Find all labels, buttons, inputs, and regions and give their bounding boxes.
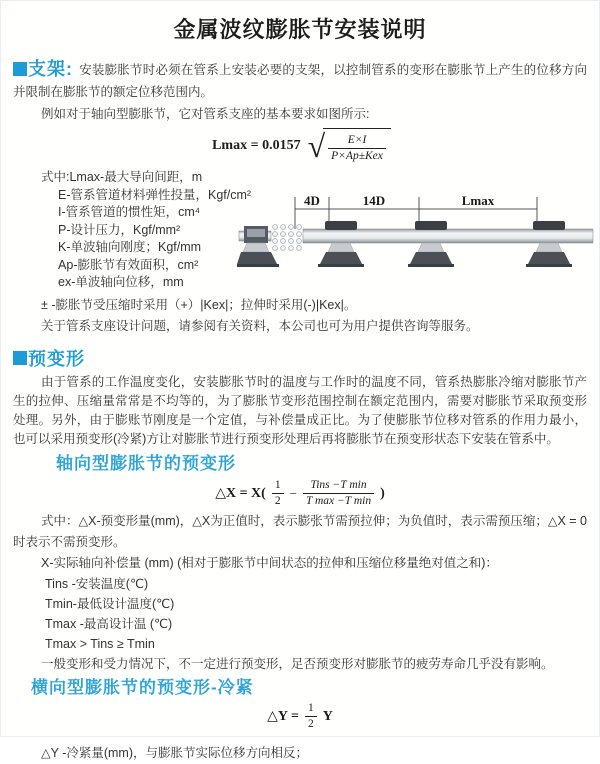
definition-item: P-设计压力，Kgf/mm² (58, 222, 181, 237)
radical-sign-icon: √ (307, 128, 326, 165)
definition-item: K-单波轴向刚度；Kgf/mm (58, 240, 202, 254)
minus-operator: − (289, 485, 297, 501)
formula-lmax (1, 127, 599, 165)
formula-lmax-lhs: Lmax = 0.0157 (212, 138, 301, 153)
dim-label-lmax: Lmax (461, 193, 495, 208)
one-half-fraction (272, 478, 284, 509)
definitions-intro: 式中:Lmax-最大导向间距，m (41, 170, 203, 184)
dx-note3: 一般变形和受力情况下，不一定进行预变形，足否预变形对膨胀节的疲劳寿命几乎没有影响。 (41, 656, 554, 671)
definition-item: ex-单波轴向位移，mm (58, 275, 184, 289)
fraction-denominator: T max −T min (305, 495, 372, 507)
lateral-subheading: 横向型膨胀节的预变形-冷紧 (31, 677, 254, 697)
formula-lmax-numerator: E×I (328, 133, 386, 149)
temp-line: Tins -安装温度(℃) (45, 576, 149, 591)
definition-item: Ap-膨胀节有效面积，cm² (58, 257, 199, 272)
preform-heading-label: 预变形 (28, 348, 85, 369)
temp-line: Tmin-最低设计温度(℃) (45, 596, 175, 611)
formula-dy-prefix: △Y = (267, 709, 299, 724)
formula-lmax-denominator: P×Ap±Kex (331, 150, 383, 162)
fraction-denominator: 2 (307, 718, 314, 730)
sqrt-radical (308, 128, 391, 164)
guide-support (408, 221, 454, 267)
definition-item: E-管系管道材料弹性投量，Kgf/cm² (58, 187, 252, 202)
fraction-numerator: Tins −T min (303, 478, 374, 494)
definition-item: I-管系管道的惯性矩，cm⁴ (58, 205, 201, 219)
temperature-definitions (45, 574, 599, 654)
consult-note: 关于管系支座设计问题，请参阅有关资料，本公司也可为用户提供咨询等服务。 (41, 318, 479, 333)
pipe-support-diagram (237, 189, 597, 289)
blue-square-icon (13, 62, 27, 76)
support-intro-paragraph (1, 58, 599, 103)
preform-section-heading (1, 345, 599, 371)
support-example-line: 例如对于轴向型膨胀节，它对管系支座的基本要求如图所示: (41, 107, 370, 121)
temperature-fraction (303, 478, 374, 509)
dx-note1: 式中：△X-预变形量(mm)，△X为正值时，表示膨张节需预拉伸；为负值时，表示需预压缩；△X = 0时表示不需预变形。 (13, 513, 587, 549)
preform-paragraph: 由于管系的工作温度变化，安装膨胀节时的温度与工作时的温度不同，管系热膨胀冷缩对膨胀节产生的拉伸、压缩量常常是不均等的，为了膨胀节变形范围控制在额定范围内，需要对膨胀节采取预变形处理。另外，由于膨账节刚度是一个定值，与补偿量成正比。为了使膨胀节位移对管系的作用力最小，也可以采用预变形(冷紧)方让对膨胀节进行预变形处理后再将膨胀节在预变形状态下安装在管系中。 (13, 374, 587, 446)
pipe-main (303, 229, 593, 243)
plusminus-note: ± -膨胀节受压缩时采用（+）|Kex|；拉伸时采用(-)|Kex|。 (41, 297, 357, 312)
formula-dx-suffix: ) (380, 485, 385, 501)
blue-square-icon (13, 351, 27, 365)
support-heading-label: 支架: (28, 59, 73, 79)
support-intro-text: 安装膨胀节时必须在管系上安装必要的支架，以控制管系的变形在膨胀节上产生的位移方向并限制在膨胀节的额定位移范围内。 (13, 63, 587, 99)
formula-dy-suffix: Y (322, 708, 333, 724)
dx-note2: X-实际轴向补偿量 (mm) (相对于膨胀节中间状态的拉伸和压缩位移量绝对值之和)： (41, 555, 498, 570)
guide-support (318, 221, 364, 267)
guide-support (526, 221, 572, 267)
axial-subheading: 轴向型膨胀节的预变形 (56, 453, 236, 473)
formula-dx-prefix: △X = X( (215, 486, 266, 501)
one-half-fraction (305, 701, 317, 732)
temp-line: Tmax -最高设计温 (℃) (45, 616, 173, 631)
bellows-convolutions (273, 225, 302, 251)
fraction-denominator: 2 (274, 495, 281, 507)
page-title: 金属波纹膨胀节安装说明 (173, 17, 427, 42)
dim-label-14d: 14D (362, 193, 386, 208)
temp-line: Tmax > Tins ≥ Tmin (45, 636, 155, 651)
dim-label-4d: 4D (304, 193, 320, 208)
formula-delta-x (1, 477, 599, 511)
support-section-heading (13, 58, 73, 80)
formula-delta-y (1, 701, 599, 733)
fraction-numerator: 1 (272, 478, 284, 494)
dy-note: △Y -冷紧量(mm)，与膨胀节实际位移方向相反； (41, 745, 309, 760)
fraction-numerator: 1 (305, 701, 317, 717)
